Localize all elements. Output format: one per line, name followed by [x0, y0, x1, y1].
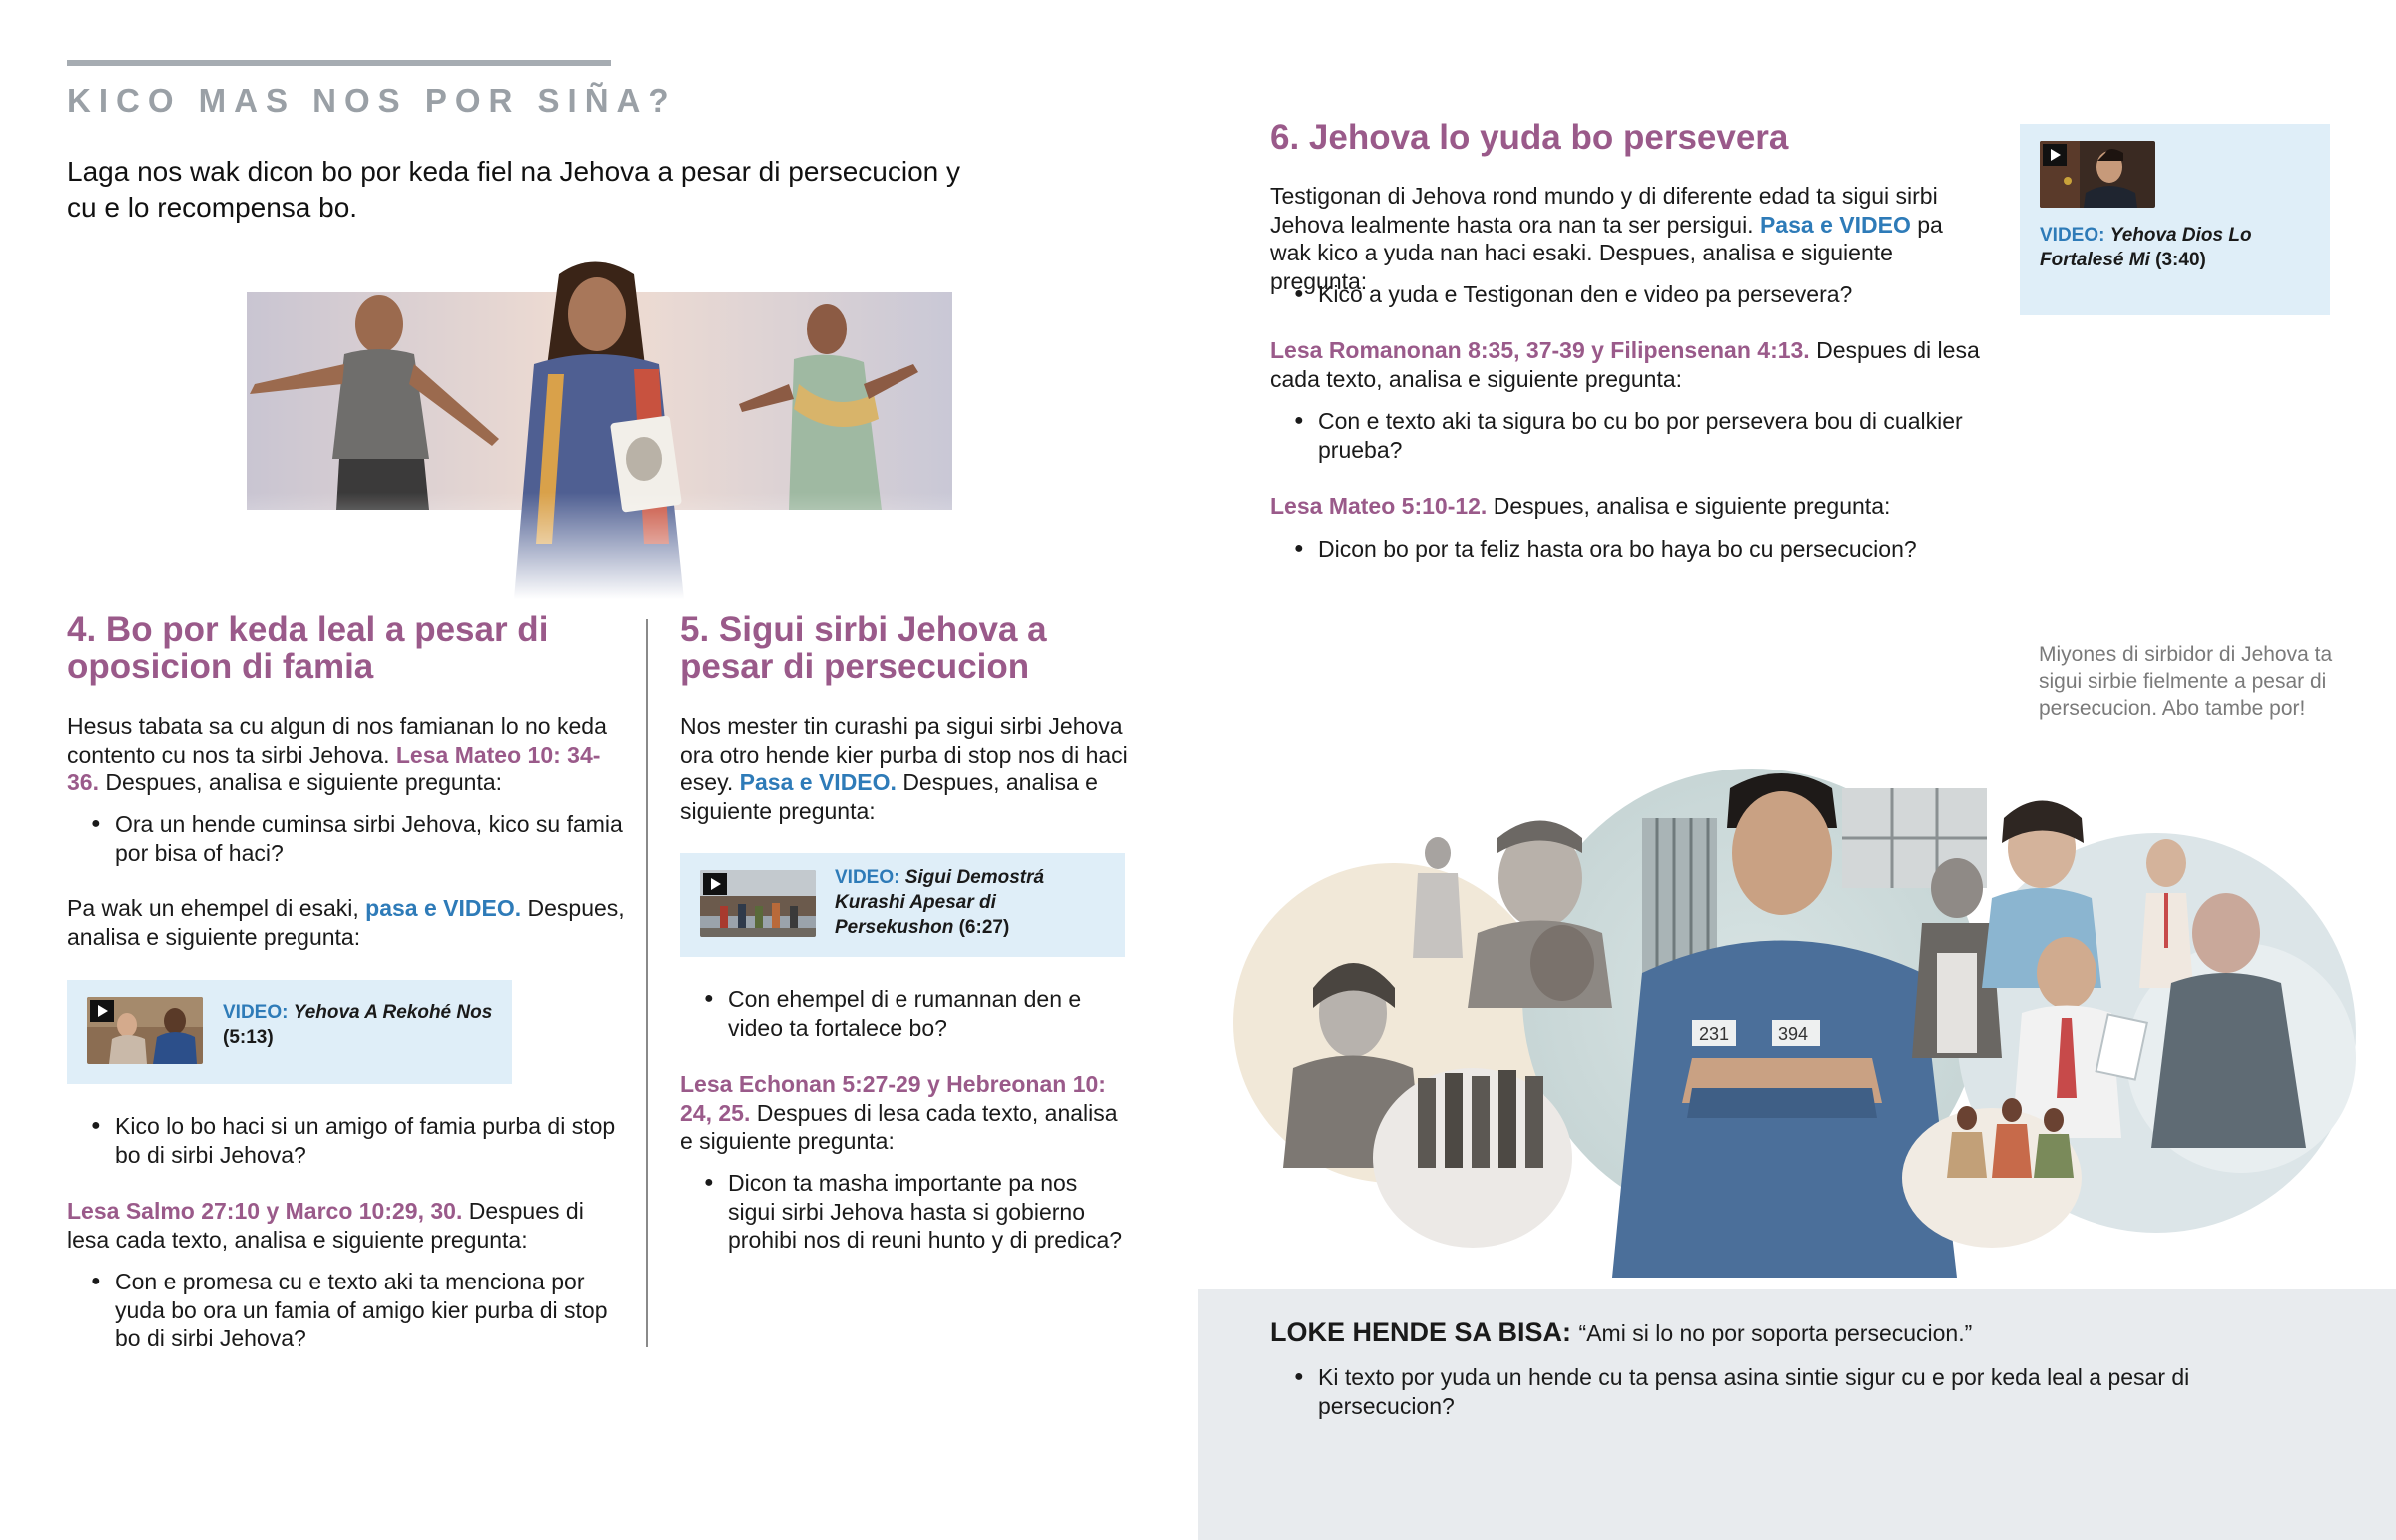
question-item: ● Kico lo bo haci si un amigo of famia purba di stop bo di sirbi Jehova? [67, 1112, 626, 1169]
video-thumbnail[interactable] [700, 870, 816, 937]
video-label: VIDEO: [835, 867, 900, 888]
section-4-text: Pa wak un ehempel di esaki, [67, 895, 359, 921]
video-thumbnail[interactable] [87, 997, 203, 1064]
section-4-questions-1 [67, 810, 626, 867]
video-thumbnail[interactable] [2040, 141, 2155, 208]
question-item: ● Con e texto aki ta sigura bo cu bo por persevera bou di cualkier prueba? [1270, 407, 1989, 464]
instruction-text: Despues di lesa cada texto, analisa e siguiente pregunta: [680, 1099, 1118, 1154]
video-duration: (6:27) [958, 917, 1010, 938]
instruction-text: Despues, analisa e siguiente pregunta: [67, 895, 625, 950]
scripture-link-mateo-5[interactable]: Lesa Mateo 5:10-12. [1270, 493, 1488, 519]
question-item: ● Con e promesa cu e texto aki ta menciona por yuda bo ora un famia of amigo kier purba di stop bo di sirbi Jehova? [67, 1268, 626, 1353]
video-duration: (3:40) [2155, 250, 2206, 270]
video-title: Yehova A Rekohé Nos [293, 1002, 493, 1023]
section-6-title: 6. Jehova lo yuda bo persevera [1270, 118, 1789, 157]
section-6-questions-3 [1270, 535, 1989, 564]
instruction-text: Despues di lesa cada texto, analisa e siguiente pregunta: [1270, 337, 1980, 392]
scripture-link-salmo-marco[interactable]: Lesa Salmo 27:10 y Marco 10:29, 30. [67, 1198, 463, 1224]
play-icon[interactable] [703, 873, 727, 895]
video-card-yehova-a-rekohe-nos[interactable] [67, 980, 512, 1084]
instruction-text: Despues, analisa e siguiente pregunta: [680, 770, 1098, 824]
section-5-title: 5. Sigui sirbi Jehova a pesar di persecucion [680, 610, 1047, 686]
section-6-questions-2 [1270, 407, 1989, 464]
section-5-paragraph-1 [680, 712, 1129, 825]
persecution-collage-illustration [1223, 759, 2366, 1278]
video-title: Sigui Demostrá Kurashi Apesar di Persekushon [835, 867, 1045, 938]
section-5-text: Nos mester tin curashi pa sigui sirbi Jehova ora otro hende kier purba di stop nos di haci esey. [680, 713, 1128, 795]
loke-hende-sa-bisa-heading [1270, 1317, 2318, 1348]
instruction-text: Despues di lesa cada texto, analisa e siguiente pregunta: [67, 1198, 584, 1253]
section-6-paragraph-1 [1270, 182, 1989, 295]
video-duration: (5:13) [223, 1027, 274, 1048]
video-caption [223, 1000, 502, 1050]
question-item: ● Dicon ta masha importante pa nos sigui sirbi Jehova hasta si gobierno prohibi nos di reuni hunto y di predica? [680, 1169, 1129, 1255]
section-4-questions-3 [67, 1268, 626, 1353]
instruction-text: Despues, analisa e siguiente pregunta: [1493, 493, 1891, 519]
section-5-paragraph-2 [680, 1070, 1129, 1156]
question-item: ● Dicon bo por ta feliz hasta ora bo haya bo cu persecucion? [1270, 535, 1989, 564]
video-caption [835, 865, 1104, 940]
question-item: ● Ki texto por yuda un hende cu ta pensa asina sintie sigur cu e por keda leal a pesar di persecucion? [1270, 1363, 2298, 1420]
section-6-questions-1 [1270, 280, 1989, 309]
play-video-link[interactable]: Pasa e VIDEO [1759, 211, 1911, 238]
video-caption [2040, 223, 2319, 272]
instruction-text: Despues, analisa e siguiente pregunta: [105, 770, 503, 795]
question-item: ● Con ehempel di e rumannan den e video ta fortalece bo? [680, 985, 1129, 1042]
section-4-title: 4. Bo por keda leal a pesar di oposicion di famia [67, 610, 549, 686]
video-card-sigui-demostra-kurashi[interactable] [680, 853, 1125, 957]
question-item: ● Ora un hende cuminsa sirbi Jehova, kico su famia por bisa of haci? [67, 810, 626, 867]
loke-quote: “Ami si lo no por soporta persecucion.” [1578, 1320, 1973, 1346]
section-6-paragraph-2 [1270, 336, 1989, 393]
video-card-yehova-dios-lo-fortalese-mi[interactable] [2020, 124, 2330, 315]
scripture-link-mateo-10[interactable]: Lesa Mateo 10: 34-36. [67, 741, 601, 795]
badge-number-1: 231 [1699, 1024, 1730, 1044]
family-opposition-illustration [215, 245, 973, 599]
section-5-questions-2 [680, 1169, 1129, 1255]
badge-number-2: 394 [1778, 1024, 1809, 1044]
section-4-questions-2 [67, 1112, 626, 1169]
loke-questions [1270, 1363, 2298, 1420]
video-title: Yehova Dios Lo Fortalesé Mi [2040, 225, 2252, 270]
play-icon[interactable] [90, 1000, 114, 1022]
play-video-link[interactable]: Pasa e VIDEO. [739, 770, 897, 795]
play-video-link[interactable]: pasa e VIDEO. [365, 895, 522, 921]
question-item: ● Kico a yuda e Testigonan den e video pa persevera? [1270, 280, 1989, 309]
section-kicker: KICO MAS NOS POR SIÑA? [67, 82, 677, 119]
play-icon[interactable] [2043, 144, 2067, 166]
scripture-link-romanonan-filipensenan[interactable]: Lesa Romanonan 8:35, 37-39 y Filipensenan 4:13. [1270, 337, 1810, 363]
video-label: VIDEO: [223, 1002, 289, 1023]
section-6-paragraph-3 [1270, 492, 1989, 521]
intro-text: Laga nos wak dicon bo por keda fiel na Jehova a pesar di persecucion y cu e lo recompensa bo. [67, 156, 961, 223]
column-divider [646, 619, 648, 1347]
section-6-text: Testigonan di Jehova rond mundo y di diferente edad ta sigui sirbi Jehova lealmente hasta ora nan ta ser persigui. [1270, 183, 1938, 238]
section-4-paragraph-3 [67, 1197, 626, 1254]
section-4-paragraph-1 [67, 712, 626, 797]
section-4-paragraph-2 [67, 894, 626, 951]
loke-label: LOKE HENDE SA BISA: [1270, 1317, 1572, 1347]
section-rule [67, 60, 611, 66]
video-label: VIDEO: [2040, 225, 2105, 246]
instruction-text: pa wak kico a yuda nan haci esaki. Despues, analisa e siguiente pregunta: [1270, 211, 1943, 294]
scripture-link-echonan-hebreonan[interactable]: Lesa Echonan 5:27-29 y Hebreonan 10: 24, 25. [680, 1071, 1106, 1126]
illustration-caption: Miyones di sirbidor di Jehova ta sigui sirbie fielmente a pesar di persecucion. Abo tambe por! [2039, 643, 2333, 720]
section-5-questions-1 [680, 985, 1129, 1042]
section-4-text: Hesus tabata sa cu algun di nos famianan lo no keda contento cu nos ta sirbi Jehova. [67, 713, 607, 768]
